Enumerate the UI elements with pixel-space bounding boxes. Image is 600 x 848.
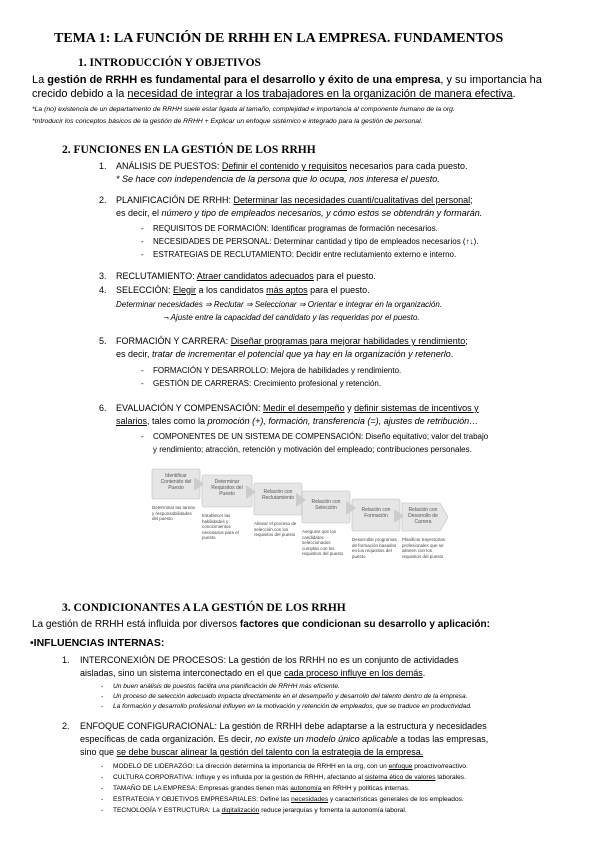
step-label-2: Determinar Requisitos del Puesto [211, 479, 243, 497]
step-desc-1: Determinar las tareas y responsabilidades del puesto [152, 505, 196, 521]
item-1-note: * Se hace con independencia de la persona que lo ocupa, nos interesa el puesto. [116, 174, 440, 184]
sub-label: - ESTRATEGIA Y OBJETIVOS EMPRESARIALES: [113, 796, 260, 803]
step-desc-3: Alinear el proceso de selección con los requisitos del puesto [254, 521, 297, 537]
sub-label: - NECESIDADES DE PERSONAL: [153, 237, 274, 246]
step-desc-6: Planificar trayectorias profesionales que se alineen con los requisitos del puesto [402, 537, 446, 559]
sub-label: - GESTIÓN DE CARRERAS: [153, 379, 253, 388]
item-2-num: 2. [99, 195, 107, 205]
sub-text: y características generales de los empleados. [328, 796, 464, 803]
item-underlined: Definir el contenido y requisitos [221, 161, 347, 171]
sub-label: - ESTRATEGIAS DE RECLUTAMIENTO: [153, 250, 296, 259]
item-label: FORMACIÓN Y CARRERA: [116, 336, 231, 346]
section-1-heading: 1. INTRODUCCIÓN Y OBJETIVOS [78, 57, 261, 69]
sub-text: Crecimiento profesional y retención. [253, 379, 382, 388]
item-4-line-3: ¬ Ajuste entre la capacidad del candidato y las requeridas por el puesto. [164, 313, 420, 322]
item-6-sub-1 [153, 432, 488, 442]
step-label-3: Relación con Reclutamiento [262, 489, 294, 501]
influence-2-sub-3 [113, 785, 410, 793]
item-2-sub-1 [153, 224, 438, 234]
sub-text: - Un buen análisis de puestos facilita una planificación de RRHH más eficiente. [113, 683, 340, 690]
intro-line-1 [32, 73, 542, 87]
sub-text: - La formación y desarrollo profesional influyen en la motivación y retención de empleados, que se traduce en productividad. [113, 703, 472, 710]
sub-label: - FORMACIÓN Y DESARROLLO: [153, 366, 271, 375]
item-underlined: Medir el desempeño [263, 403, 345, 413]
item-italic: tratar de incrementar el potencial que ya hay en la organización y retenerlo [152, 349, 451, 359]
sub-underlined: autonomía [290, 785, 322, 792]
item-text: para el puesto. [313, 271, 376, 281]
item-text: a los candidatos [196, 285, 267, 295]
influence-2-line-2 [80, 734, 488, 745]
item-6-line-2 [116, 416, 478, 427]
item-text: es decir, el [116, 208, 162, 218]
step-label-1: Identificar Contenido del Puesto [160, 473, 192, 491]
item-3-line [116, 271, 376, 282]
item-text: , tales como la [147, 416, 208, 426]
item-text: . [422, 668, 426, 678]
item-6-num: 6. [99, 403, 107, 413]
influence-2-line-3 [80, 747, 423, 758]
item-1-num: 1. [99, 161, 107, 171]
item-5-line-2 [116, 349, 453, 360]
influence-2-sub-4 [113, 796, 464, 804]
item-5-num: 5. [99, 336, 107, 346]
item-label: PLANIFICACIÓN DE RRHH: [116, 195, 234, 205]
item-text: ; [470, 195, 473, 205]
sub-label: - TAMAÑO DE LA EMPRESA: [113, 785, 199, 792]
influence-2-num: 2. [62, 721, 70, 731]
influence-2-sub-1 [113, 763, 468, 771]
item-4-line [116, 285, 370, 296]
item-6-sub-2: y rendimiento; atracción, retención y motivación del empleado; contribuciones personales. [153, 445, 472, 454]
item-underlined: Elegir [173, 285, 197, 295]
sub-text: Empresas grandes tienen más [198, 785, 291, 792]
note-2: *Introducir los conceptos básicos de la gestión de RRHH + Explicar un enfoque sistémico e integrado para la gestión de personal. [32, 118, 423, 125]
sub-label: - TECNOLOGÍA Y ESTRUCTURA: [113, 807, 212, 814]
sub-text: proactivo/reactivo. [412, 763, 468, 770]
item-underlined: Atraer candidatos adecuados [196, 271, 314, 281]
sub-text: Define las [259, 796, 292, 803]
item-text: sino que [80, 747, 117, 757]
item-text: . [450, 349, 454, 359]
internal-influences-heading: •INFLUENCIAS INTERNAS: [30, 637, 165, 649]
item-4-line-2: Determinar necesidades ⇒ Reclutar ⇒ Seleccionar ⇒ Orientar e integrar en la organización. [116, 300, 443, 309]
section-3-heading: 3. CONDICIONANTES A LA GESTIÓN DE LOS RRHH [62, 602, 346, 614]
item-underlined: salarios [116, 416, 148, 426]
step-label-5: Relación con Formación [361, 507, 391, 519]
sub-underlined: digitalización [221, 807, 260, 814]
step-label-6: Relación con Desarrollo de Carrera [408, 507, 438, 525]
item-4-num: 4. [99, 285, 107, 295]
item-text: y [344, 403, 355, 413]
page-title: TEMA 1: LA FUNCIÓN DE RRHH EN LA EMPRESA. FUNDAMENTOS [54, 31, 504, 46]
influence-1-sub-2 [113, 693, 467, 701]
influence-2-sub-5 [113, 807, 407, 815]
item-text: ; [465, 336, 468, 346]
sub-label: - CULTURA CORPORATIVA: [113, 774, 196, 781]
item-text: para el puesto. [307, 285, 370, 295]
intro-text: . [512, 88, 516, 100]
item-text: aisladas, sino un sistema interconectado en el que [80, 668, 285, 678]
step-desc-5: Desarrollar programas de formación basados en los requisitos del puesto [352, 537, 397, 559]
intro-text: , y su importancia ha [440, 74, 542, 86]
item-label: ANÁLISIS DE PUESTOS: [116, 161, 222, 171]
sub-text: - Un proceso de selección adecuado impacta directamente en el desempeño y desarrollo del talento dentro de la empresa. [113, 693, 467, 700]
item-1-line [116, 161, 468, 172]
intro-line-2 [32, 87, 516, 101]
item-label: SELECCIÓN: [116, 285, 174, 295]
step-desc-4: Asegurar que los candidatos seleccionados cumplan con los requisitos del puesto [302, 529, 344, 556]
sub-text: Identificar programas de formación necesarios. [271, 224, 438, 233]
sub-text: Influye y es influida por la gestión de RRHH, afectando al [195, 774, 365, 781]
item-italic: no existe un modelo único aplicable [255, 734, 398, 744]
item-text: es decir, [116, 349, 153, 359]
sub-text: Determinar cantidad y tipo de empleados necesarios (↑↓). [273, 237, 479, 246]
influence-1-sub-1 [113, 683, 340, 691]
intro-bold: factores que condicionan su desarrollo y aplicación: [239, 619, 490, 630]
sub-text: en RRHH y políticas internas. [321, 785, 410, 792]
sub-label: - REQUISITOS DE FORMACIÓN: [153, 224, 271, 233]
sub-text: Decidir entre reclutamiento externo e interno. [296, 250, 457, 259]
step-label-4: Relación con Selección [311, 499, 341, 511]
item-6-line [116, 403, 479, 414]
sub-text: laborales. [435, 774, 466, 781]
item-underlined: Diseñar programas para mejorar habilidades y rendimiento [230, 336, 466, 346]
sub-underlined: sistema ético de valores [364, 774, 436, 781]
influence-2-line-1: ENFOQUE CONFIGURACIONAL: La gestión de RRHH debe adaptarse a la estructura y necesidades [80, 721, 487, 731]
step-desc-2: Establecer las habilidades y conocimientos necesarios para el puesto [202, 513, 239, 540]
item-label: RECLUTAMIENTO: [116, 271, 197, 281]
influence-1-line-2 [80, 668, 425, 679]
intro-text: La gestión de RRHH está influida por diversos [32, 619, 240, 630]
sub-underlined: enfoque [388, 763, 413, 770]
item-5-line [116, 336, 468, 347]
item-2-line-2 [116, 208, 482, 219]
item-text: necesarios para cada puesto. [346, 161, 468, 171]
influence-1-num: 1. [62, 655, 70, 665]
item-2-line [116, 195, 473, 206]
influence-1-sub-3 [113, 703, 472, 711]
item-italic: promoción (+), formación, transferencia (=), ajustes de retribución… [207, 416, 479, 426]
item-2-sub-3 [153, 250, 456, 260]
sub-text: La [212, 807, 222, 814]
item-5-sub-2 [153, 379, 381, 389]
item-text: específicas de cada organización. Es decir, [80, 734, 256, 744]
section-3-intro [32, 618, 490, 631]
intro-text: La [32, 74, 48, 86]
item-underlined: más aptos [266, 285, 308, 295]
item-underlined: Determinar las necesidades cuanti/cualitativas del personal [233, 195, 471, 205]
section-2-heading: 2. FUNCIONES EN LA GESTIÓN DE LOS RRHH [62, 144, 316, 156]
sub-underlined: necesidades [291, 796, 329, 803]
item-2-sub-2 [153, 237, 478, 247]
item-underlined: definir sistemas de incentivos y [354, 403, 479, 413]
sub-text: reduce jerarquías y fomenta la autonomía laboral. [259, 807, 407, 814]
sub-label: - COMPONENTES DE UN SISTEMA DE COMPENSACIÓN: [153, 432, 365, 441]
item-underlined: cada proceso influye en los demás [284, 668, 423, 678]
item-label: EVALUACIÓN Y COMPENSACIÓN: [116, 403, 264, 413]
item-underlined: se debe buscar alinear la gestión del talento con la estrategia de la empresa. [116, 747, 424, 757]
note-1: *La (no) existencia de un departamento de RRHH suele estar ligada al tamaño, complejidad e importancia al componente humano de la org. [32, 106, 455, 113]
sub-text: Mejora de habilidades y rendimiento. [270, 366, 402, 375]
intro-bold: gestión de RRHH es fundamental para el desarrollo y éxito de una empresa [47, 74, 441, 86]
item-italic: número y tipo de empleados necesarios, y cómo estos se obtendrán y formarán. [161, 208, 483, 218]
sub-text: La dirección determina la importancia de RRHH en la org, con un [196, 763, 389, 770]
intro-text: crecido debido a la [32, 88, 128, 100]
item-3-num: 3. [99, 271, 107, 281]
item-text: a todas las empresas, [397, 734, 489, 744]
influence-1-line-1: INTERCONEXIÓN DE PROCESOS: La gestión de los RRHH no es un conjunto de actividades [80, 655, 459, 665]
process-diagram [150, 465, 450, 585]
intro-underlined: necesidad de integrar a los trabajadores en la organización de manera efectiva [127, 88, 513, 100]
influence-2-sub-2 [113, 774, 466, 782]
sub-text: Diseño equitativo; valor del trabajo [365, 432, 489, 441]
sub-label: - MODELO DE LIDERAZGO: [113, 763, 196, 770]
item-5-sub-1 [153, 366, 401, 376]
